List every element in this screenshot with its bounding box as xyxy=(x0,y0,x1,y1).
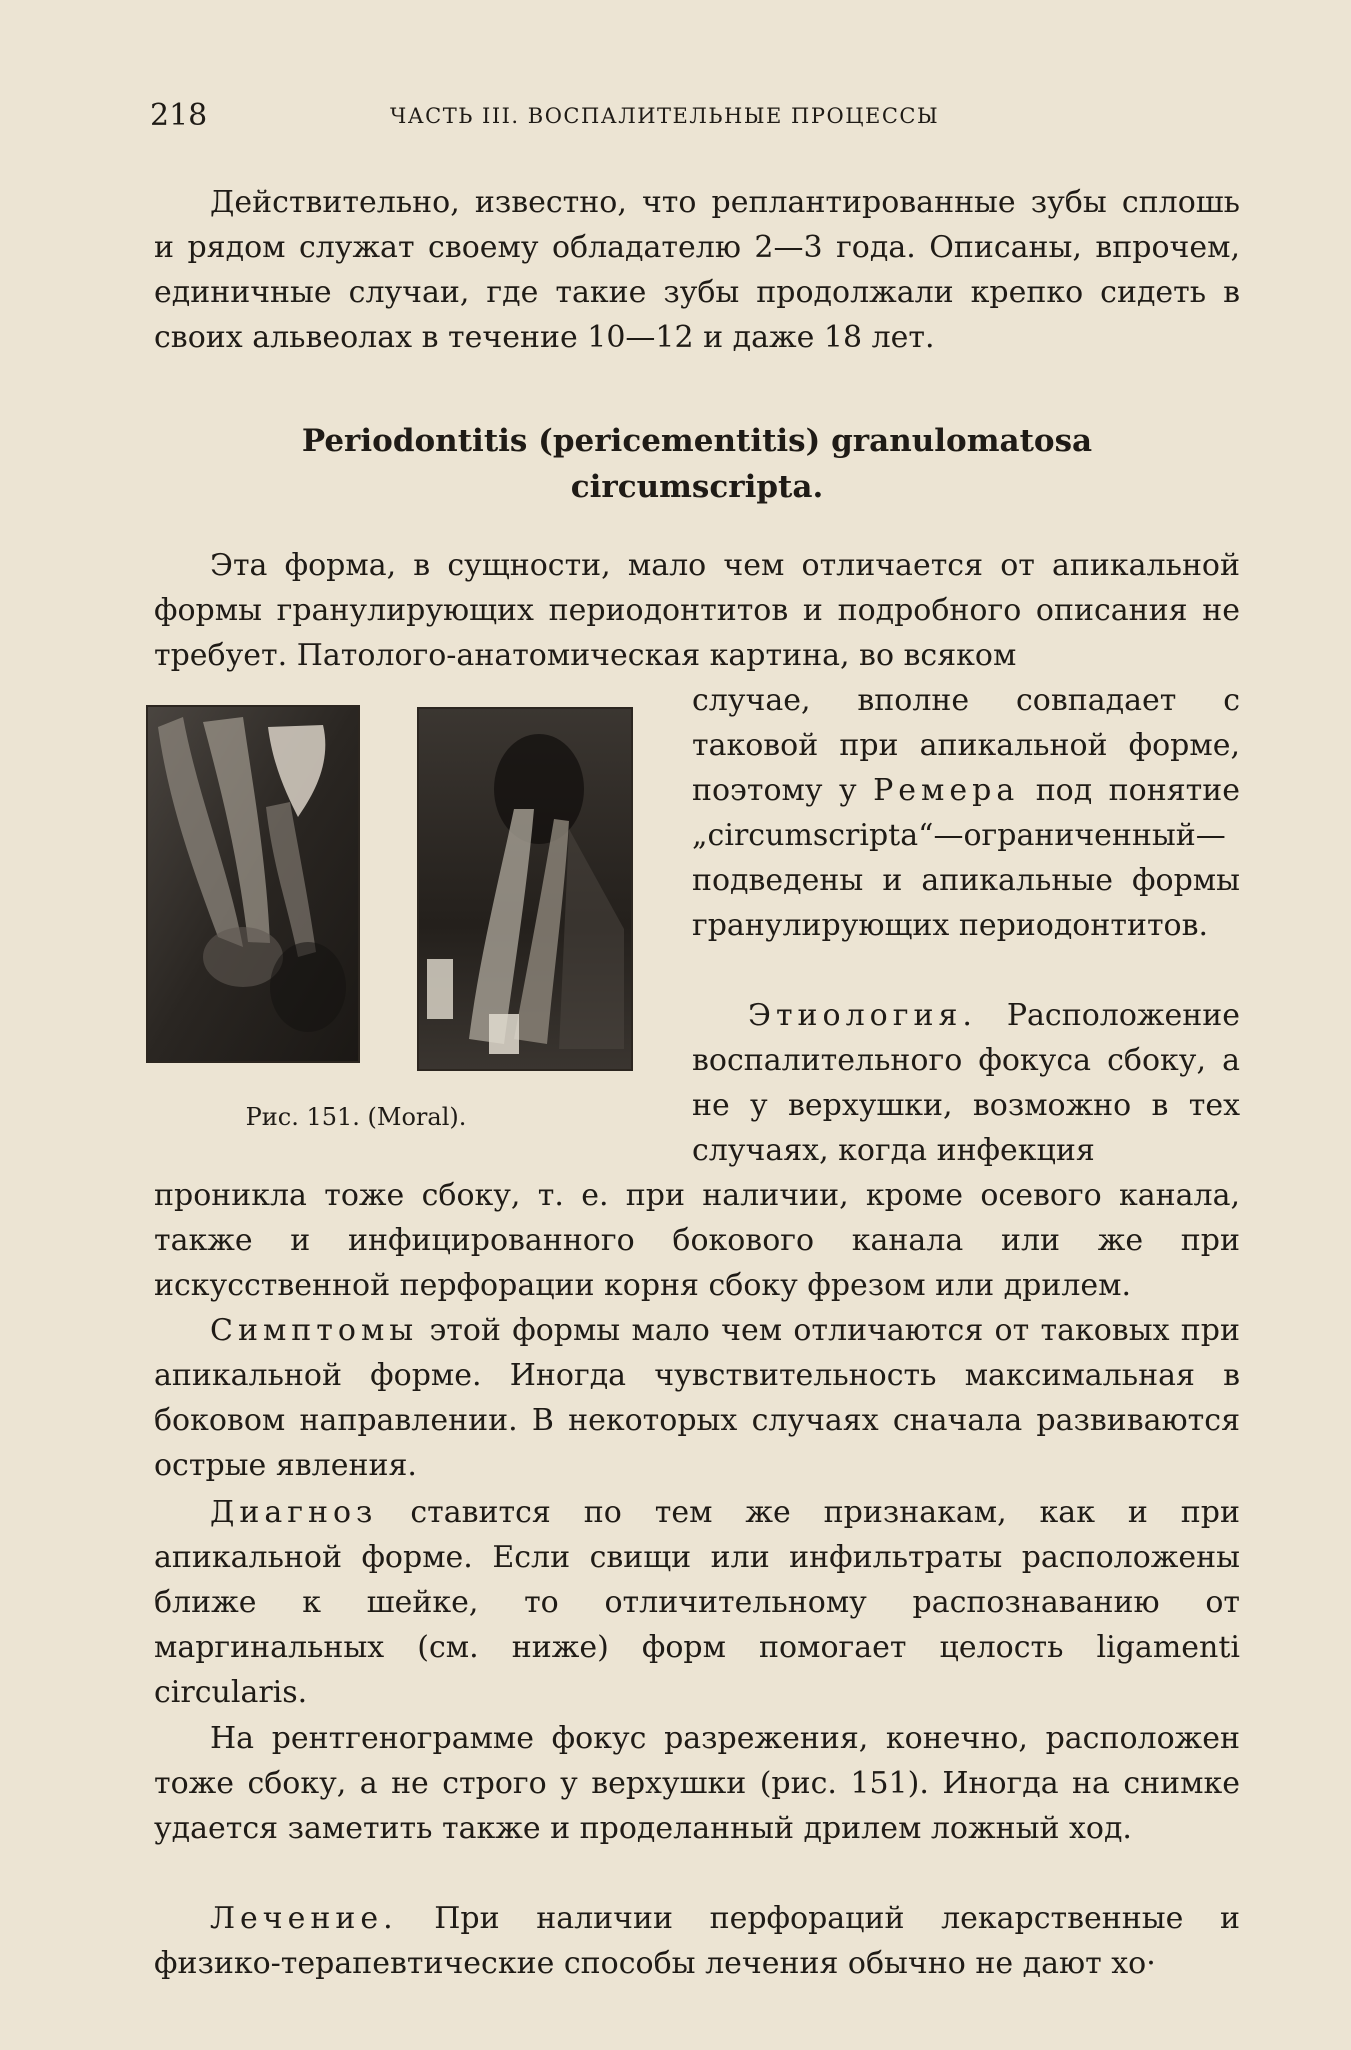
figure-caption: Рис. 151. (Moral). xyxy=(245,1103,467,1131)
intro-paragraph: Действительно, известно, что реплантированные зубы сплошь и рядом служат своему обладателю 2—3 года. Описаны, впрочем, единичные случаи, где такие зубы продолжали крепко сидеть в своих альвеолах в течение 10—12 и даже 18 лет. xyxy=(154,185,1240,355)
running-head: ЧАСТЬ III. ВОСПАЛИТЕЛЬНЫЕ ПРОЦЕССЫ xyxy=(390,104,940,128)
paragraph-form-wrap xyxy=(692,678,1240,948)
section-title-line-2: circumscripta. xyxy=(570,469,824,505)
paragraph-xray: На рентгенограмме фокус разрежения, конечно, расположен тоже сбоку, а не строго у верхушки (рис. 151). Иногда на снимке удается заметить также и проделанный дрилем ложный ход. xyxy=(154,1721,1240,1846)
section-title xyxy=(154,418,1240,510)
symptoms-text: этой формы мало чем отличаются от таковых при апикальной форме. Иногда чувствительность максимальная в боковом направлении. В некоторых случаях сначала развиваются острые явления. xyxy=(154,1313,1240,1483)
figure-151 xyxy=(146,705,642,1131)
paragraph-form-wrap-text-1: случае, вполне совпадает с таковой при апикальной форме, поэтому у xyxy=(692,683,1240,808)
paragraph-form-wrap-text-2: под понятие „circumscripta“—ограниченный—подведены и апикальные формы гранулирующих периодонтитов. xyxy=(692,773,1240,943)
treatment-text: При наличии перфораций лекарственные и физико-терапевтические способы лечения обычно не дают хо· xyxy=(154,1901,1240,1981)
diagnosis-heading: Диагноз xyxy=(210,1495,378,1530)
paragraph-etiology-full: проникла тоже сбоку, т. е. при наличии, кроме осевого канала, также и инфицированного бокового канала или же при искусственной перфорации корня сбоку фрезом или дрилем. xyxy=(154,1178,1240,1303)
paragraph-diagnosis xyxy=(154,1490,1240,1715)
xray-image-left xyxy=(146,705,360,1063)
etiology-wrap-text: Расположение воспалительного фокуса сбоку, а не у верхушки, возможно в тех случаях, когда инфекция xyxy=(692,998,1240,1168)
paragraph-treatment xyxy=(154,1896,1240,1986)
author-name-spaced: Ремера xyxy=(873,773,1020,808)
xray-image-right xyxy=(417,707,633,1071)
symptoms-heading: Симптомы xyxy=(210,1313,419,1348)
treatment-heading: Лечение. xyxy=(210,1901,398,1936)
paragraph-symptoms xyxy=(154,1308,1240,1488)
section-title-line-1: Periodontitis (pericementitis) granulomatosa xyxy=(301,423,1093,459)
diagnosis-text: ставится по тем же признакам, как и при апикальной форме. Если свищи или инфильтраты расположены ближе к шейке, то отличительному распознаванию от маргинальных (см. ниже) форм помогает целость ligamenti circularis. xyxy=(154,1495,1240,1710)
etiology-heading: Этиология. xyxy=(748,998,977,1033)
page-number: 218 xyxy=(150,98,208,133)
paragraph-etiology-wrap xyxy=(692,993,1240,1173)
page-header xyxy=(150,98,1240,142)
paragraph-form-full: Эта форма, в сущности, мало чем отличается от апикальной формы гранулирующих периодонтитов и подробного описания не требует. Патолого-анатомическая картина, во всяком xyxy=(154,548,1240,673)
